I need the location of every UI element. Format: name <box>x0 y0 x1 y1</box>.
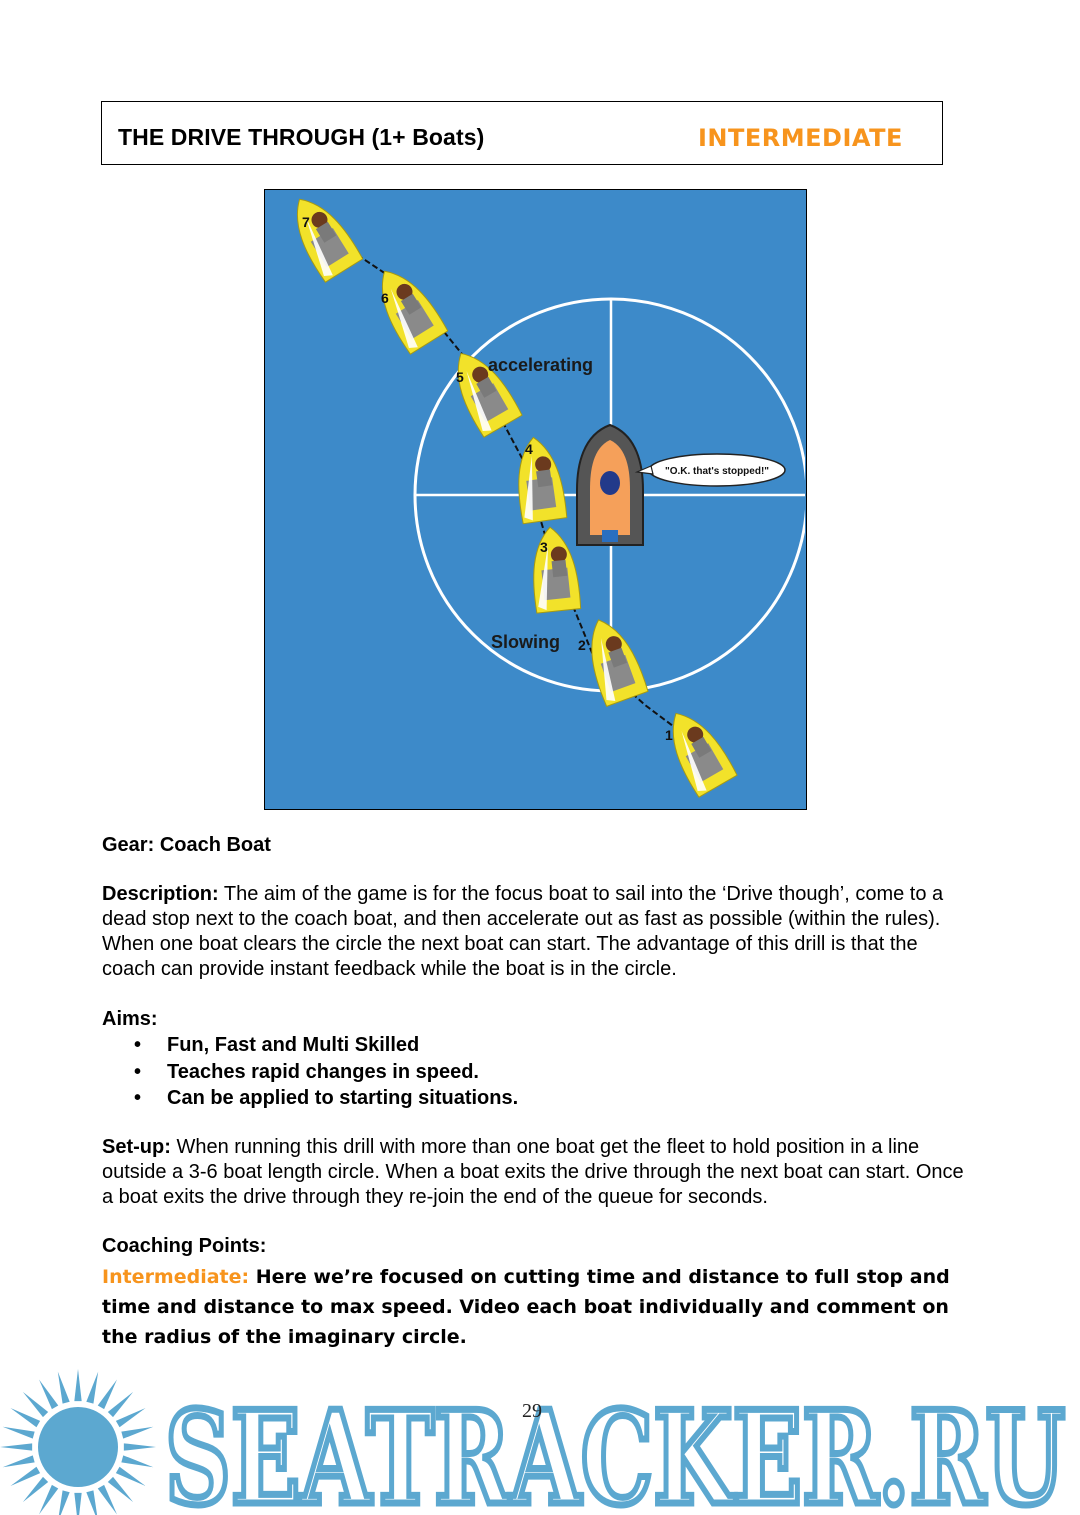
sun-ray <box>58 1490 70 1515</box>
title-box <box>101 101 943 165</box>
sun-ray <box>58 1372 70 1404</box>
boat-number-7: 7 <box>302 214 310 230</box>
aims-item: • Can be applied to starting situations. <box>134 1087 519 1109</box>
sun-ray <box>108 1392 133 1417</box>
setup-text: When running this drill with more than one boat get the fleet to hold position in a line outside a 3-6 boat length circle. When a boat exits the drive through the next boat can start. Once a boat exits the drive through they re-join the end of the queue for seconds. <box>102 1136 964 1208</box>
sun-ray <box>124 1443 156 1450</box>
label-slowing: Slowing <box>491 632 560 652</box>
sun-ray <box>23 1477 48 1502</box>
page-number: 29 <box>522 1400 542 1422</box>
setup-label: Set-up: <box>102 1136 171 1158</box>
sun-ray <box>74 1493 81 1515</box>
boat-6 <box>366 259 449 354</box>
boat-number-4: 4 <box>525 441 533 457</box>
sun-ray <box>98 1379 117 1409</box>
boat-number-2: 2 <box>578 637 586 653</box>
sun-ray <box>39 1379 58 1409</box>
gear-line <box>102 833 972 858</box>
sun-ray <box>108 1477 133 1502</box>
sun-icon <box>0 1369 156 1515</box>
sun-ray <box>86 1490 98 1515</box>
boat-2 <box>577 612 648 706</box>
sun-ray <box>3 1455 35 1467</box>
sun-ray <box>86 1372 98 1404</box>
sun-ray <box>74 1369 81 1401</box>
watermark-text: SEATRACKER.RU <box>165 1384 1065 1515</box>
aims-label: Aims: <box>102 1008 158 1030</box>
drill-diagram <box>264 189 807 810</box>
sun-ray <box>116 1408 146 1427</box>
sun-ray <box>121 1427 153 1439</box>
coaching-label: Coaching Points: <box>102 1235 267 1257</box>
level-badge: INTERMEDIATE <box>698 124 903 152</box>
description-text: The aim of the game is for the focus boat to sail into the ‘Drive though’, come to a dead stop next to the coach boat, and then accelerate out as fast as possible (within the rules). When one boat clears the circle the next boat can start. The advantage of this drill is that the coach can provide instant feedback while the boat is in the circle. <box>102 883 944 980</box>
sun-ray <box>39 1485 58 1515</box>
diagram-svg <box>265 190 805 808</box>
coach-boat <box>577 425 643 545</box>
sun-ray <box>23 1392 48 1417</box>
sun-ray <box>98 1485 117 1515</box>
gear-label: Gear: <box>102 834 155 856</box>
gear-value: Coach Boat <box>159 834 271 856</box>
coaching-level: Intermediate: <box>102 1266 250 1288</box>
description-label: Description: <box>102 883 219 905</box>
speech-bubble <box>637 454 785 486</box>
boat-path <box>305 220 705 750</box>
boat-7 <box>281 190 364 282</box>
boat-4 <box>511 434 567 523</box>
sun-ray <box>3 1427 35 1439</box>
boat-3 <box>528 525 581 613</box>
speech-text: "O.K. that's stopped!" <box>664 466 770 477</box>
coaching-text: Here we’re focused on cutting time and distance to full stop and time and distance to max speed. Video each boat individually and comment on the radius of the imaginary circle. <box>102 1266 950 1348</box>
aims-list <box>134 1032 518 1112</box>
label-accelerating: accelerating <box>488 355 594 375</box>
watermark-logo <box>0 1355 1080 1515</box>
setup-paragraph <box>102 1135 972 1210</box>
sun-ray <box>0 1443 32 1450</box>
aims-item: • Teaches rapid changes in speed. <box>134 1060 479 1083</box>
coaching-paragraph <box>102 1262 962 1352</box>
sun-ray <box>116 1467 146 1486</box>
description-paragraph <box>102 882 972 982</box>
sun-ray <box>121 1455 153 1467</box>
page-title: THE DRIVE THROUGH (1+ Boats) <box>118 124 485 150</box>
sun-ray <box>10 1467 40 1486</box>
boat-number-5: 5 <box>456 369 464 385</box>
boat-number-1: 1 <box>665 727 673 743</box>
boat-number-3: 3 <box>540 539 548 555</box>
boat-number-6: 6 <box>381 290 389 306</box>
aims-item: • Fun, Fast and Multi Skilled <box>134 1034 420 1056</box>
boat-1 <box>657 702 738 797</box>
sun-ray <box>10 1408 40 1427</box>
